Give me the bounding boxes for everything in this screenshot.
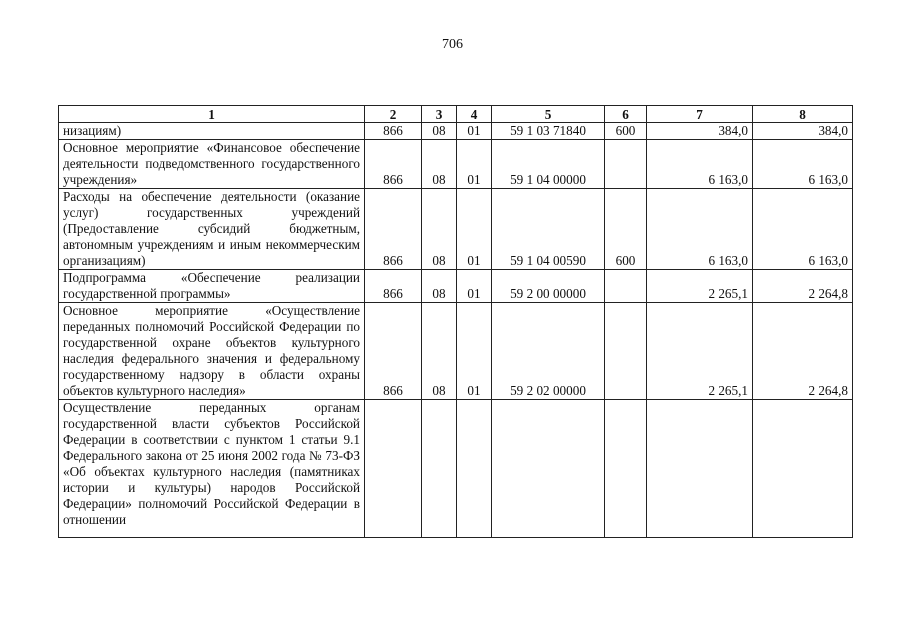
row-sum-2: 2 264,8: [753, 303, 853, 400]
row-sum-2: 6 163,0: [753, 189, 853, 270]
row-rz: [422, 400, 457, 538]
row-rz: 08: [422, 123, 457, 140]
header-col-3: 3: [422, 106, 457, 123]
row-csr: 59 2 00 00000: [492, 270, 605, 303]
row-ved: 866: [365, 270, 422, 303]
budget-table: [58, 105, 853, 538]
header-col-7: 7: [647, 106, 753, 123]
row-csr: 59 1 04 00000: [492, 140, 605, 189]
row-ved: 866: [365, 123, 422, 140]
row-vr: [605, 140, 647, 189]
table-row: [59, 303, 853, 400]
header-row: [59, 106, 853, 123]
row-pr: 01: [457, 303, 492, 400]
row-pr: 01: [457, 270, 492, 303]
row-name: Основное мероприятие «Финансовое обеспечение деятельности подведомственного государственного учреждения»: [59, 140, 365, 189]
row-sum-2: 6 163,0: [753, 140, 853, 189]
row-name: Основное мероприятие «Осуществление переданных полномочий Российской Федерации по государственной охране объектов культурного наследия федерального значения и федеральному государственному надзору в области охраны объектов культурного наследия»: [59, 303, 365, 400]
row-name: Расходы на обеспечение деятельности (оказание услуг) государственных учреждений (Предоставление субсидий бюджетным, автономным учреждениям и иным некоммерческим организациям): [59, 189, 365, 270]
row-vr: [605, 400, 647, 538]
header-col-5: 5: [492, 106, 605, 123]
row-vr: [605, 303, 647, 400]
row-ved: 866: [365, 140, 422, 189]
row-csr: [492, 400, 605, 538]
row-rz: 08: [422, 303, 457, 400]
row-rz: 08: [422, 270, 457, 303]
header-col-6: 6: [605, 106, 647, 123]
row-name: Осуществление переданных органам государственной власти субъектов Российской Федерации в соответствии с пунктом 1 статьи 9.1 Федерального закона от 25 июня 2002 года № 73-ФЗ «Об объектах культурного наследия (памятниках истории и культуры) народов Российской Федерации» полномочий Российской Федерации в отношении: [59, 400, 365, 538]
table-row: [59, 123, 853, 140]
row-name: Подпрограмма «Обеспечение реализации государственной программы»: [59, 270, 365, 303]
header-col-1: 1: [59, 106, 365, 123]
row-pr: 01: [457, 140, 492, 189]
row-sum-1: 6 163,0: [647, 189, 753, 270]
row-sum-1: 2 265,1: [647, 303, 753, 400]
row-csr: 59 1 04 00590: [492, 189, 605, 270]
row-vr: 600: [605, 123, 647, 140]
row-rz: 08: [422, 140, 457, 189]
page-number: 706: [442, 37, 463, 52]
row-sum-2: 2 264,8: [753, 270, 853, 303]
row-pr: 01: [457, 189, 492, 270]
row-sum-2: [753, 400, 853, 538]
row-sum-2: 384,0: [753, 123, 853, 140]
row-csr: 59 1 03 71840: [492, 123, 605, 140]
row-sum-1: 6 163,0: [647, 140, 753, 189]
row-vr: 600: [605, 189, 647, 270]
row-rz: 08: [422, 189, 457, 270]
row-sum-1: 2 265,1: [647, 270, 753, 303]
table-row: [59, 270, 853, 303]
row-ved: 866: [365, 189, 422, 270]
row-pr: 01: [457, 123, 492, 140]
row-sum-1: 384,0: [647, 123, 753, 140]
table-row: [59, 140, 853, 189]
header-col-8: 8: [753, 106, 853, 123]
header-col-4: 4: [457, 106, 492, 123]
row-sum-1: [647, 400, 753, 538]
row-pr: [457, 400, 492, 538]
header-col-2: 2: [365, 106, 422, 123]
row-ved: [365, 400, 422, 538]
row-csr: 59 2 02 00000: [492, 303, 605, 400]
row-name: низациям): [59, 123, 365, 140]
table-row: [59, 400, 853, 538]
row-vr: [605, 270, 647, 303]
table-row: [59, 189, 853, 270]
row-ved: 866: [365, 303, 422, 400]
